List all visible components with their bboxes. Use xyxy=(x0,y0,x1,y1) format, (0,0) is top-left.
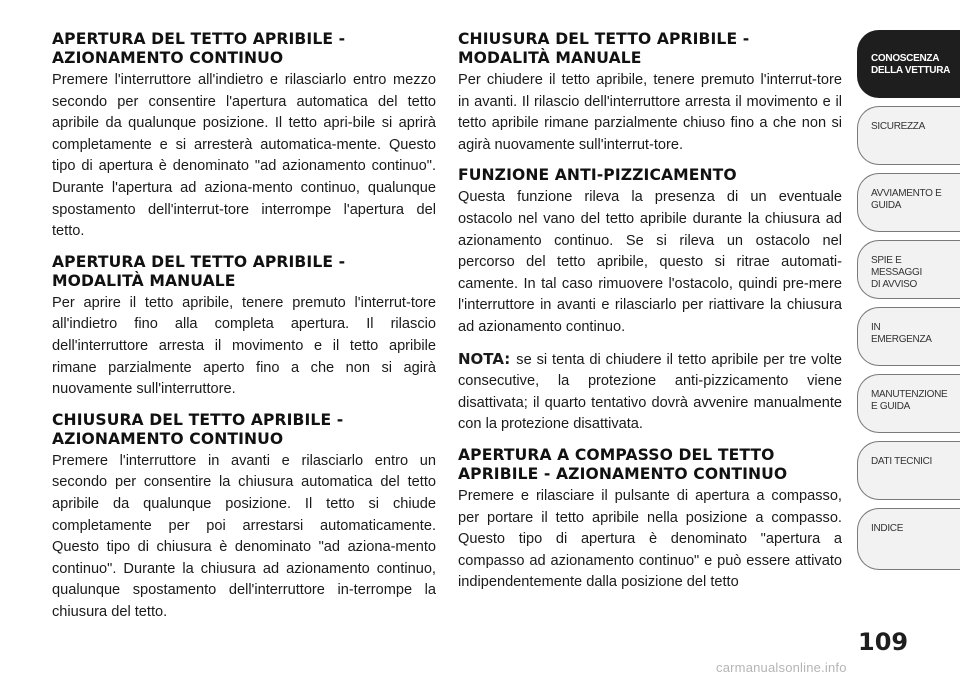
note-label: NOTA: xyxy=(458,349,511,368)
note-text: se si tenta di chiudere il tetto apribile per tre volte consecutive, la protezione anti-pizzicamento viene disattivata; il quarto tentativo dovrà avvenire manualmente con la protezione disattivata. xyxy=(458,351,842,433)
tab-avviamento-e-guida[interactable]: AVVIAMENTO E GUIDA xyxy=(857,173,960,232)
note-paragraph xyxy=(458,349,842,436)
tab-in-emergenza[interactable]: IN EMERGENZA xyxy=(857,307,960,366)
tab-indice[interactable]: INDICE xyxy=(857,508,960,570)
section-text-open-continuous: Premere l'interruttore all'indietro e rilasciarlo entro mezzo secondo per consentire l'apertura automatica del tetto apribile da qualunque posizione. Il tetto apri-bile si aprirà completamente e si arresterà automatica-mente. Questo tipo di apertura è denominato "ad azionamento continuo". Durante l'apertura ad aziona-mento continuo, qualunque spostamento dell'interrut-tore interrompe l'apertura del tetto. xyxy=(52,72,436,240)
section-text-close-manual: Per chiudere il tetto apribile, tenere premuto l'interrut-tore in avanti. Il rilascio dell'interruttore arresta il movimento e il tetto apribile rimane parzialmente chiuso fino a che non si agirà nuovamente sull'interrut-tore. xyxy=(458,72,842,153)
section-title-vent-continuous: APERTURA A COMPASSO DEL TETTO APRIBILE - AZIONAMENTO CONTINUO xyxy=(458,445,788,483)
left-column xyxy=(52,30,436,633)
section-title-open-continuous: APERTURA DEL TETTO APRIBILE - AZIONAMENTO CONTINUO xyxy=(52,30,346,67)
chapter-tabs xyxy=(857,30,960,578)
tab-spie-e-messaggi[interactable]: SPIE E MESSAGGI DI AVVISO xyxy=(857,240,960,299)
page-number: 109 xyxy=(858,628,909,656)
section-text-close-continuous: Premere l'interruttore in avanti e rilasciarlo entro un secondo per consentire la chiusura automatica del tetto apribile da qualunque posizione. Il tetto si chiude completamente per poi arrestarsi automaticamente. Questo tipo di chiusura è denominato "ad aziona-mento continuo". Durante la chiusura ad azionamento continuo, qualunque spostamento dell'interruttore in-terrompe la chiusura del tetto. xyxy=(52,452,436,620)
tab-manutenzione[interactable]: MANUTENZIONE E GUIDA xyxy=(857,374,960,433)
right-column xyxy=(458,30,842,604)
section-text-vent-continuous: Premere e rilasciare il pulsante di apertura a compasso, per portare il tetto apribile nella posizione a compasso. Questo tipo di apertura è denominato "apertura a compasso ad azionamento continuo" e può essere attivato indipendentemente dalla posizione del tetto xyxy=(458,487,842,591)
section-title-close-manual: CHIUSURA DEL TETTO APRIBILE - MODALITÀ MANUALE xyxy=(458,30,750,67)
tab-sicurezza[interactable]: SICUREZZA xyxy=(857,106,960,165)
watermark-text: carmanualsonline.info xyxy=(716,660,847,675)
section-title-anti-pinch: FUNZIONE ANTI-PIZZICAMENTO xyxy=(458,166,737,185)
section-text-open-manual: Per aprire il tetto apribile, tenere premuto l'interrut-tore all'indietro fino alla completa apertura. Il rilascio dell'interruttore arresta il movimento e il tetto apribile rimane parzialmente aperto fino a che non si agirà nuovamente sull'interruttore. xyxy=(52,294,436,398)
section-title-close-continuous: CHIUSURA DEL TETTO APRIBILE - AZIONAMENTO CONTINUO xyxy=(52,410,344,448)
tab-conoscenza-della-vettura[interactable]: CONOSCENZA DELLA VETTURA xyxy=(857,30,960,98)
section-title-open-manual: APERTURA DEL TETTO APRIBILE - MODALITÀ MANUALE xyxy=(52,252,346,290)
tab-dati-tecnici[interactable]: DATI TECNICI xyxy=(857,441,960,500)
section-text-anti-pinch: Questa funzione rileva la presenza di un eventuale ostacolo nel vano del tetto apribile durante la chiusura ad azionamento continuo. Se si rileva un ostacolo nel percorso del tetto apribile, questo si ritrae automati-camente. In tal caso rimuovere l'ostacolo, quindi pre-mere l'interruttore in avanti e rilasciarlo per riattivare la chiusura ad azionamento continuo. xyxy=(458,189,842,335)
